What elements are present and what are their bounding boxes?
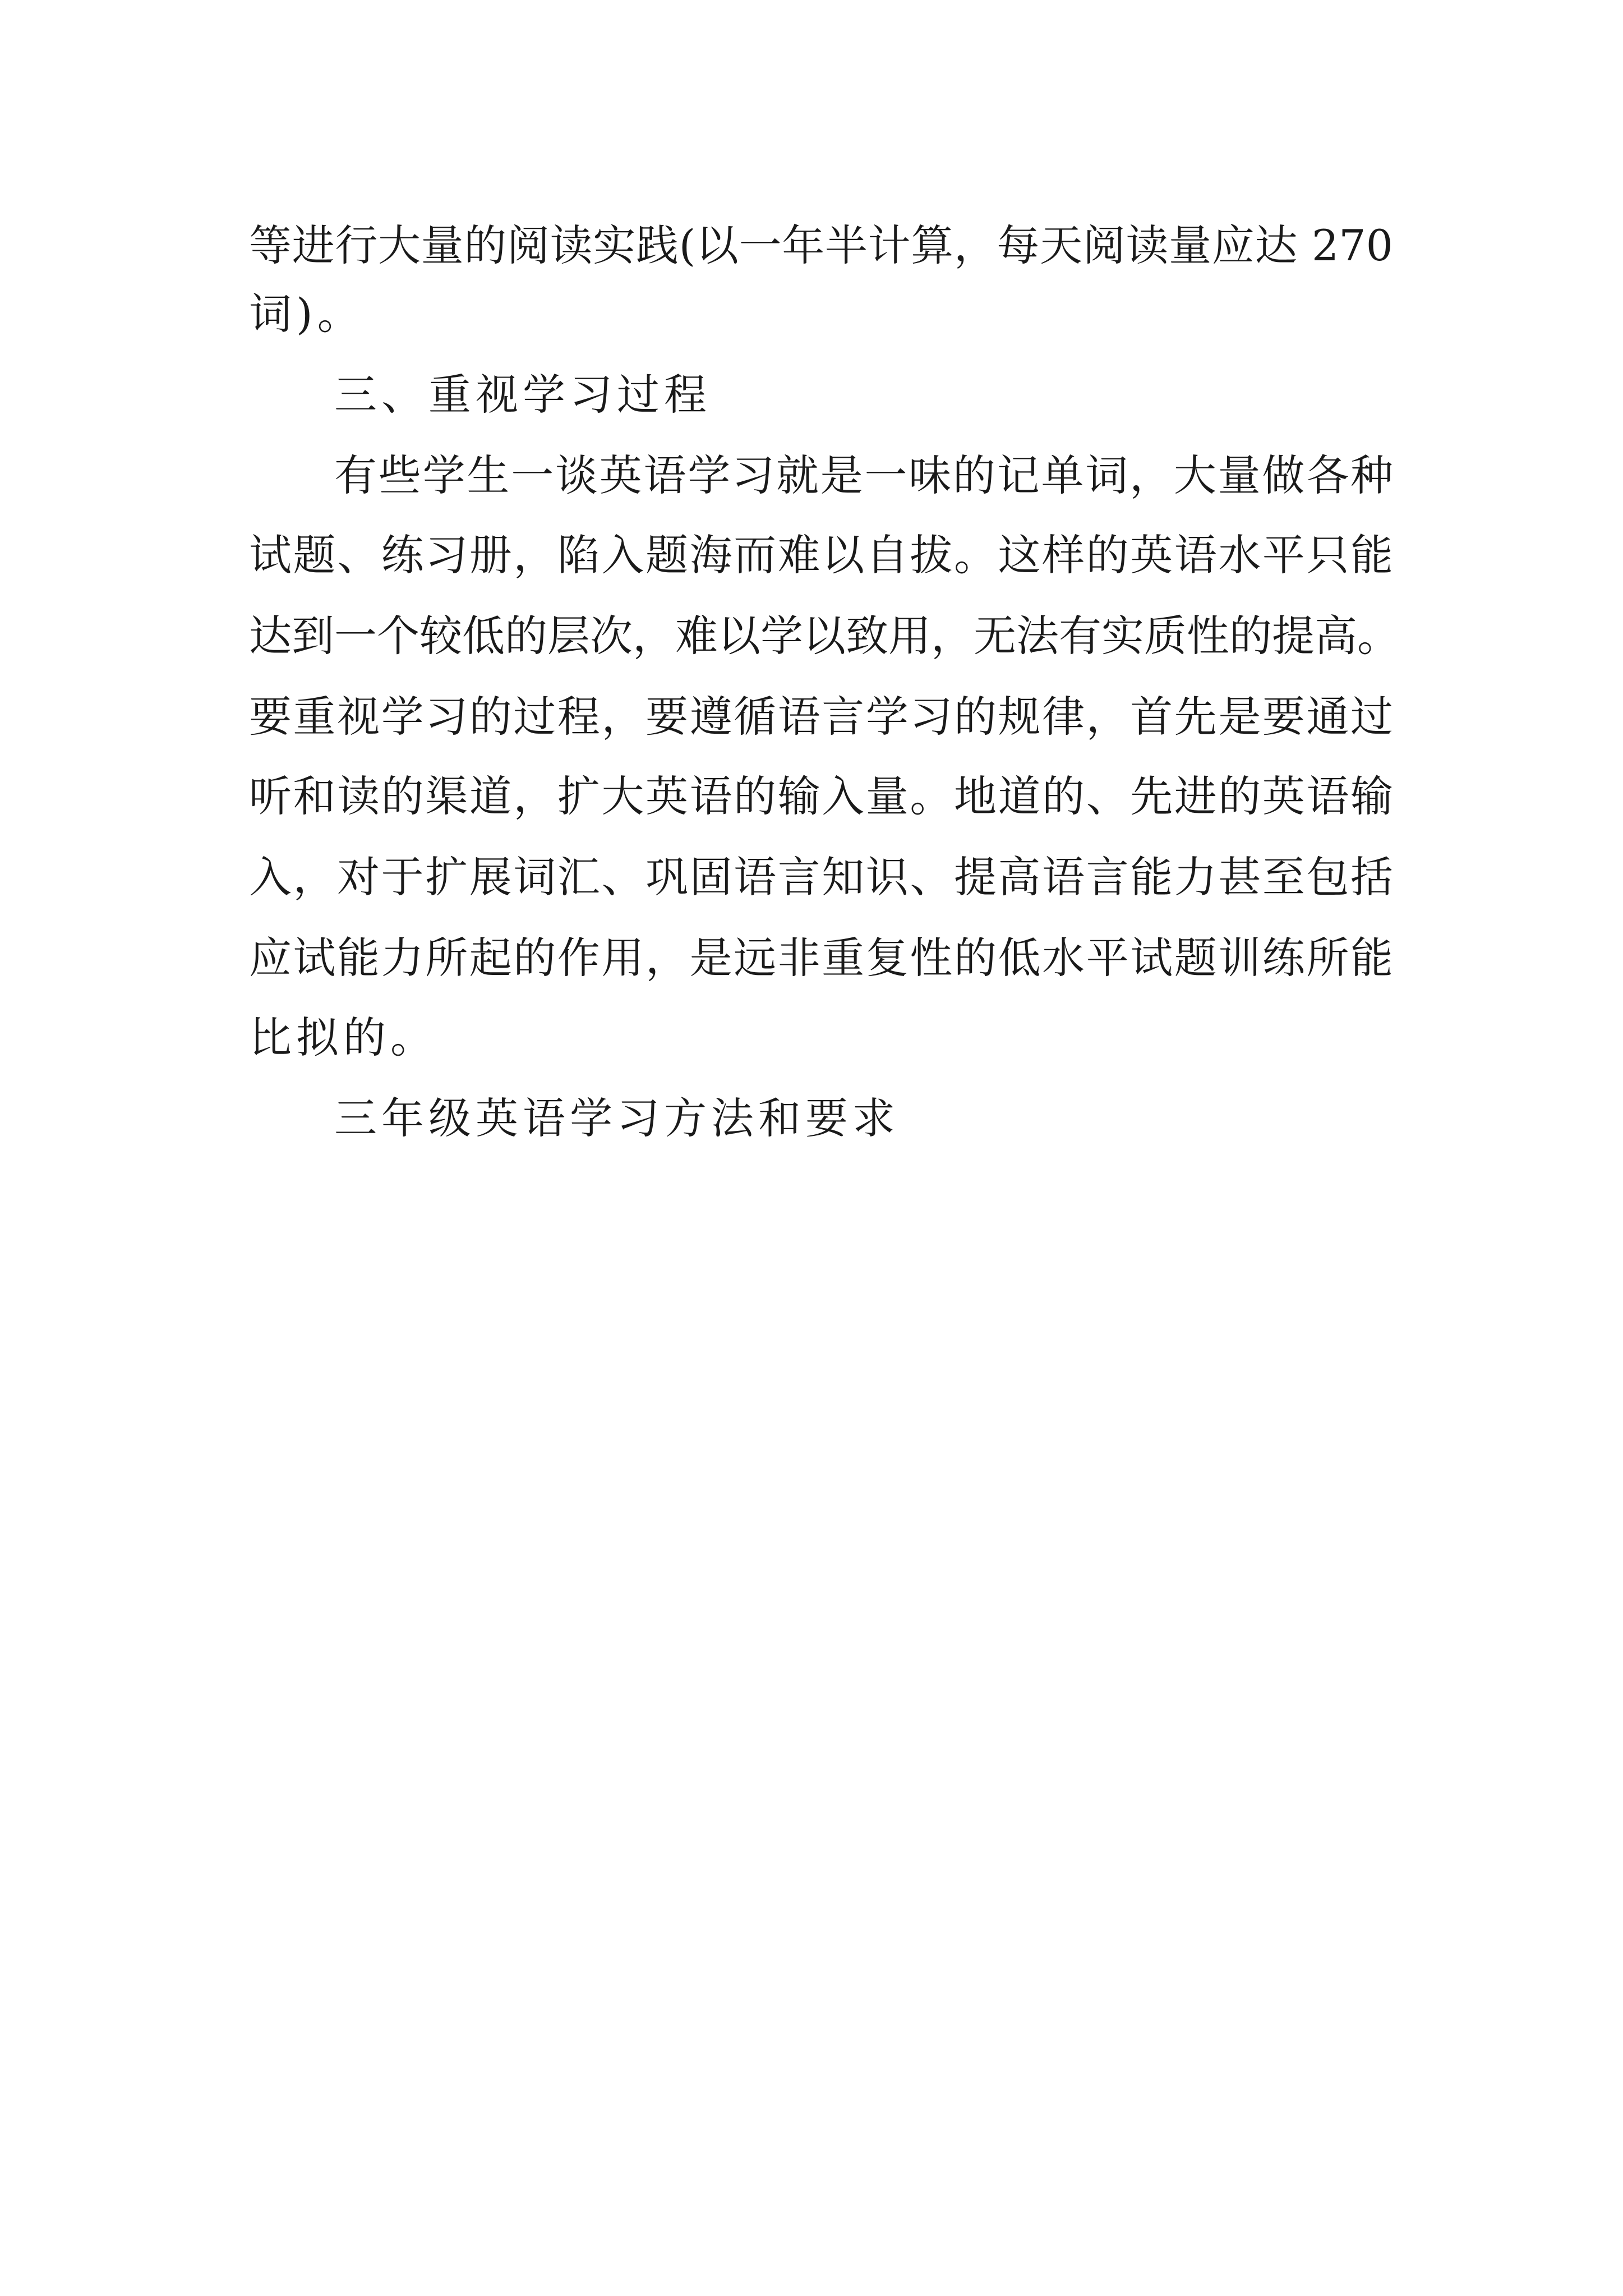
- paragraph-line: 有些学生一谈英语学习就是一味的记单词，大量做各种: [334, 450, 1393, 500]
- paragraph-line: 听和读的渠道，扩大英语的输入量。地道的、先进的英语输: [249, 771, 1393, 821]
- paragraph-line: 应试能力所起的作用，是远非重复性的低水平试题训练所能: [249, 933, 1393, 983]
- paragraph-line: 要重视学习的过程，要遵循语言学习的规律，首先是要通过: [249, 692, 1393, 742]
- paragraph-line: 试题、练习册，陷入题海而难以自拔。这样的英语水平只能: [249, 530, 1393, 580]
- paragraph-line: 比拟的。: [249, 1013, 437, 1062]
- next-section-title: 三年级英语学习方法和要求: [334, 1093, 900, 1143]
- paragraph-line: 达到一个较低的层次，难以学以致用，无法有实质性的提高。: [249, 611, 1400, 661]
- paragraph-line: 入，对于扩展词汇、巩固语言知识、提高语言能力甚至包括: [249, 852, 1393, 902]
- section-heading: 三、重视学习过程: [334, 370, 711, 420]
- paragraph-line: 等进行大量的阅读实践(以一年半计算，每天阅读量应达 270: [249, 220, 1393, 270]
- paragraph-line: 词)。: [249, 289, 365, 339]
